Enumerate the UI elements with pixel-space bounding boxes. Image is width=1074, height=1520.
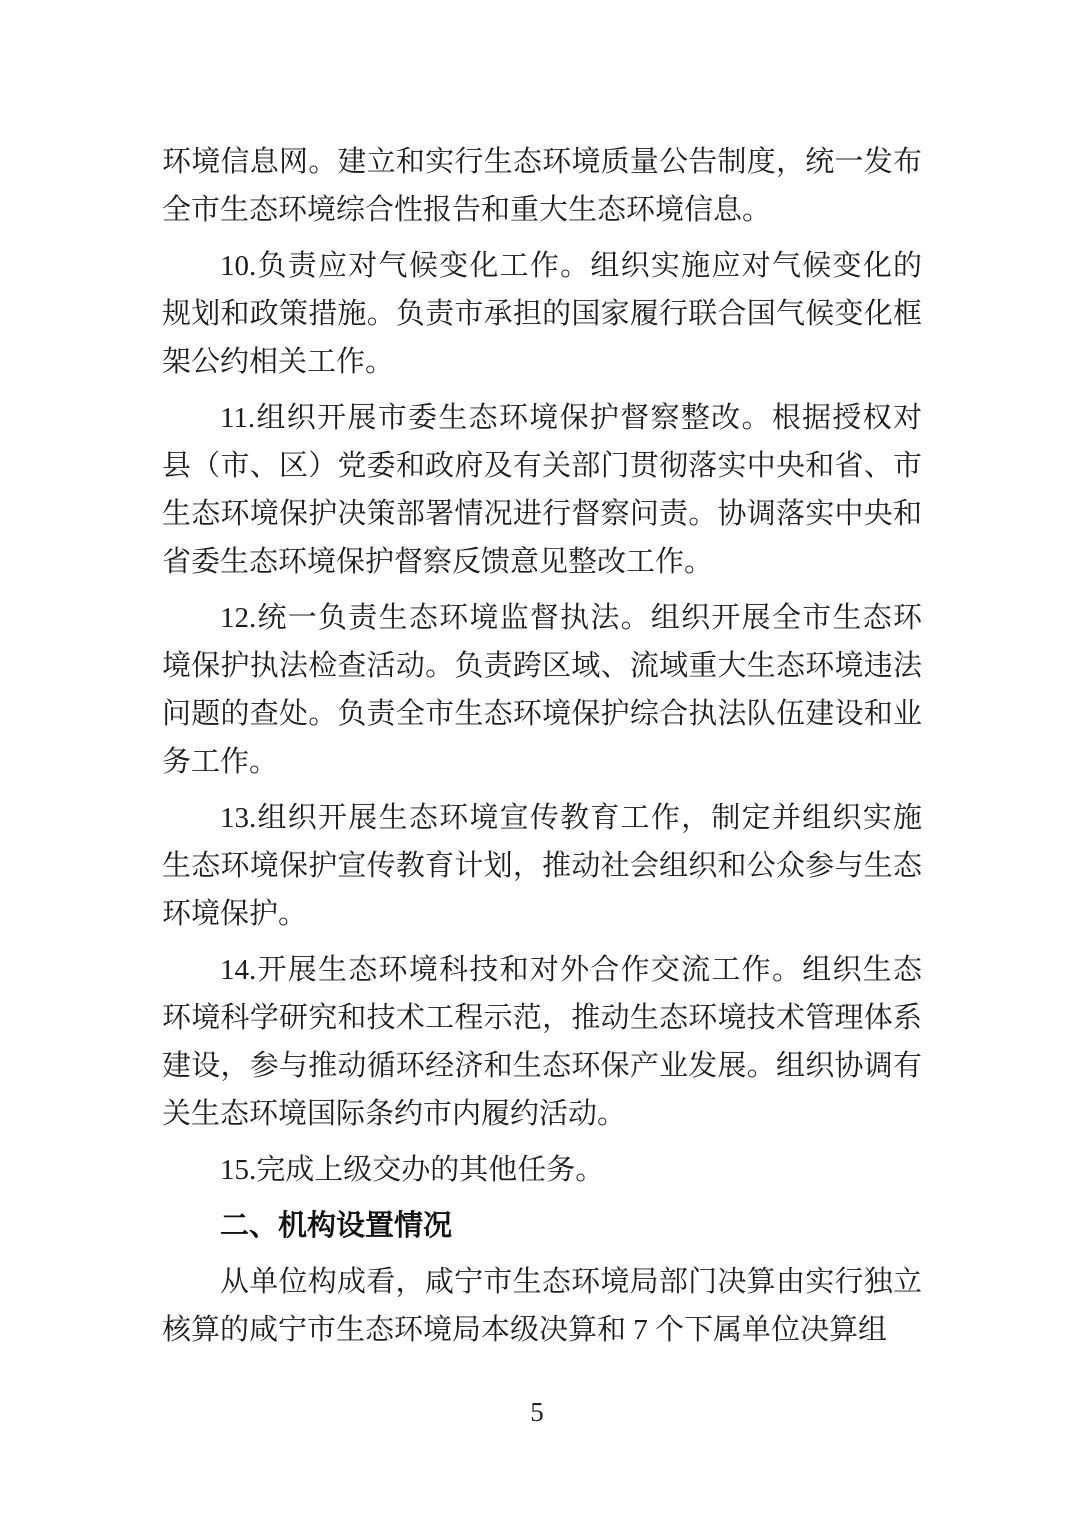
body-paragraph: 环境信息网。建立和实行生态环境质量公告制度，统一发布全市生态环境综合性报告和重大生态环境信息。	[162, 146, 922, 226]
body-paragraph: 10.负责应对气候变化工作。组织实施应对气候变化的规划和政策措施。负责市承担的国家履行联合国气候变化框架公约相关工作。	[162, 250, 922, 378]
body-paragraph: 15.完成上级交办的其他任务。	[220, 1154, 605, 1186]
body-paragraph: 12.统一负责生态环境监督执法。组织开展全市生态环境保护执法检查活动。负责跨区域、流域重大生态环境违法问题的查处。负责全市生态环境保护综合执法队伍建设和业务工作。	[162, 602, 922, 778]
body-paragraph: 从单位构成看，咸宁市生态环境局部门决算由实行独立核算的咸宁市生态环境局本级决算和 7 个下属单位决算组	[162, 1266, 922, 1346]
body-paragraph: 11.组织开展市委生态环境保护督察整改。根据授权对县（市、区）党委和政府及有关部门贯彻落实中央和省、市生态环境保护决策部署情况进行督察问责。协调落实中央和省委生态环境保护督察反馈意见整改工作。	[162, 402, 922, 578]
page-number: 5	[530, 1397, 544, 1427]
body-paragraph: 13.组织开展生态环境宣传教育工作，制定并组织实施生态环境保护宣传教育计划，推动社会组织和公众参与生态环境保护。	[162, 802, 922, 930]
document-body	[162, 138, 922, 1354]
body-paragraph: 14.开展生态环境科技和对外合作交流工作。组织生态环境科学研究和技术工程示范，推动生态环境技术管理体系建设，参与推动循环经济和生态环保产业发展。组织协调有关生态环境国际条约市内履约活动。	[162, 954, 922, 1130]
section-heading: 二、机构设置情况	[220, 1210, 453, 1242]
